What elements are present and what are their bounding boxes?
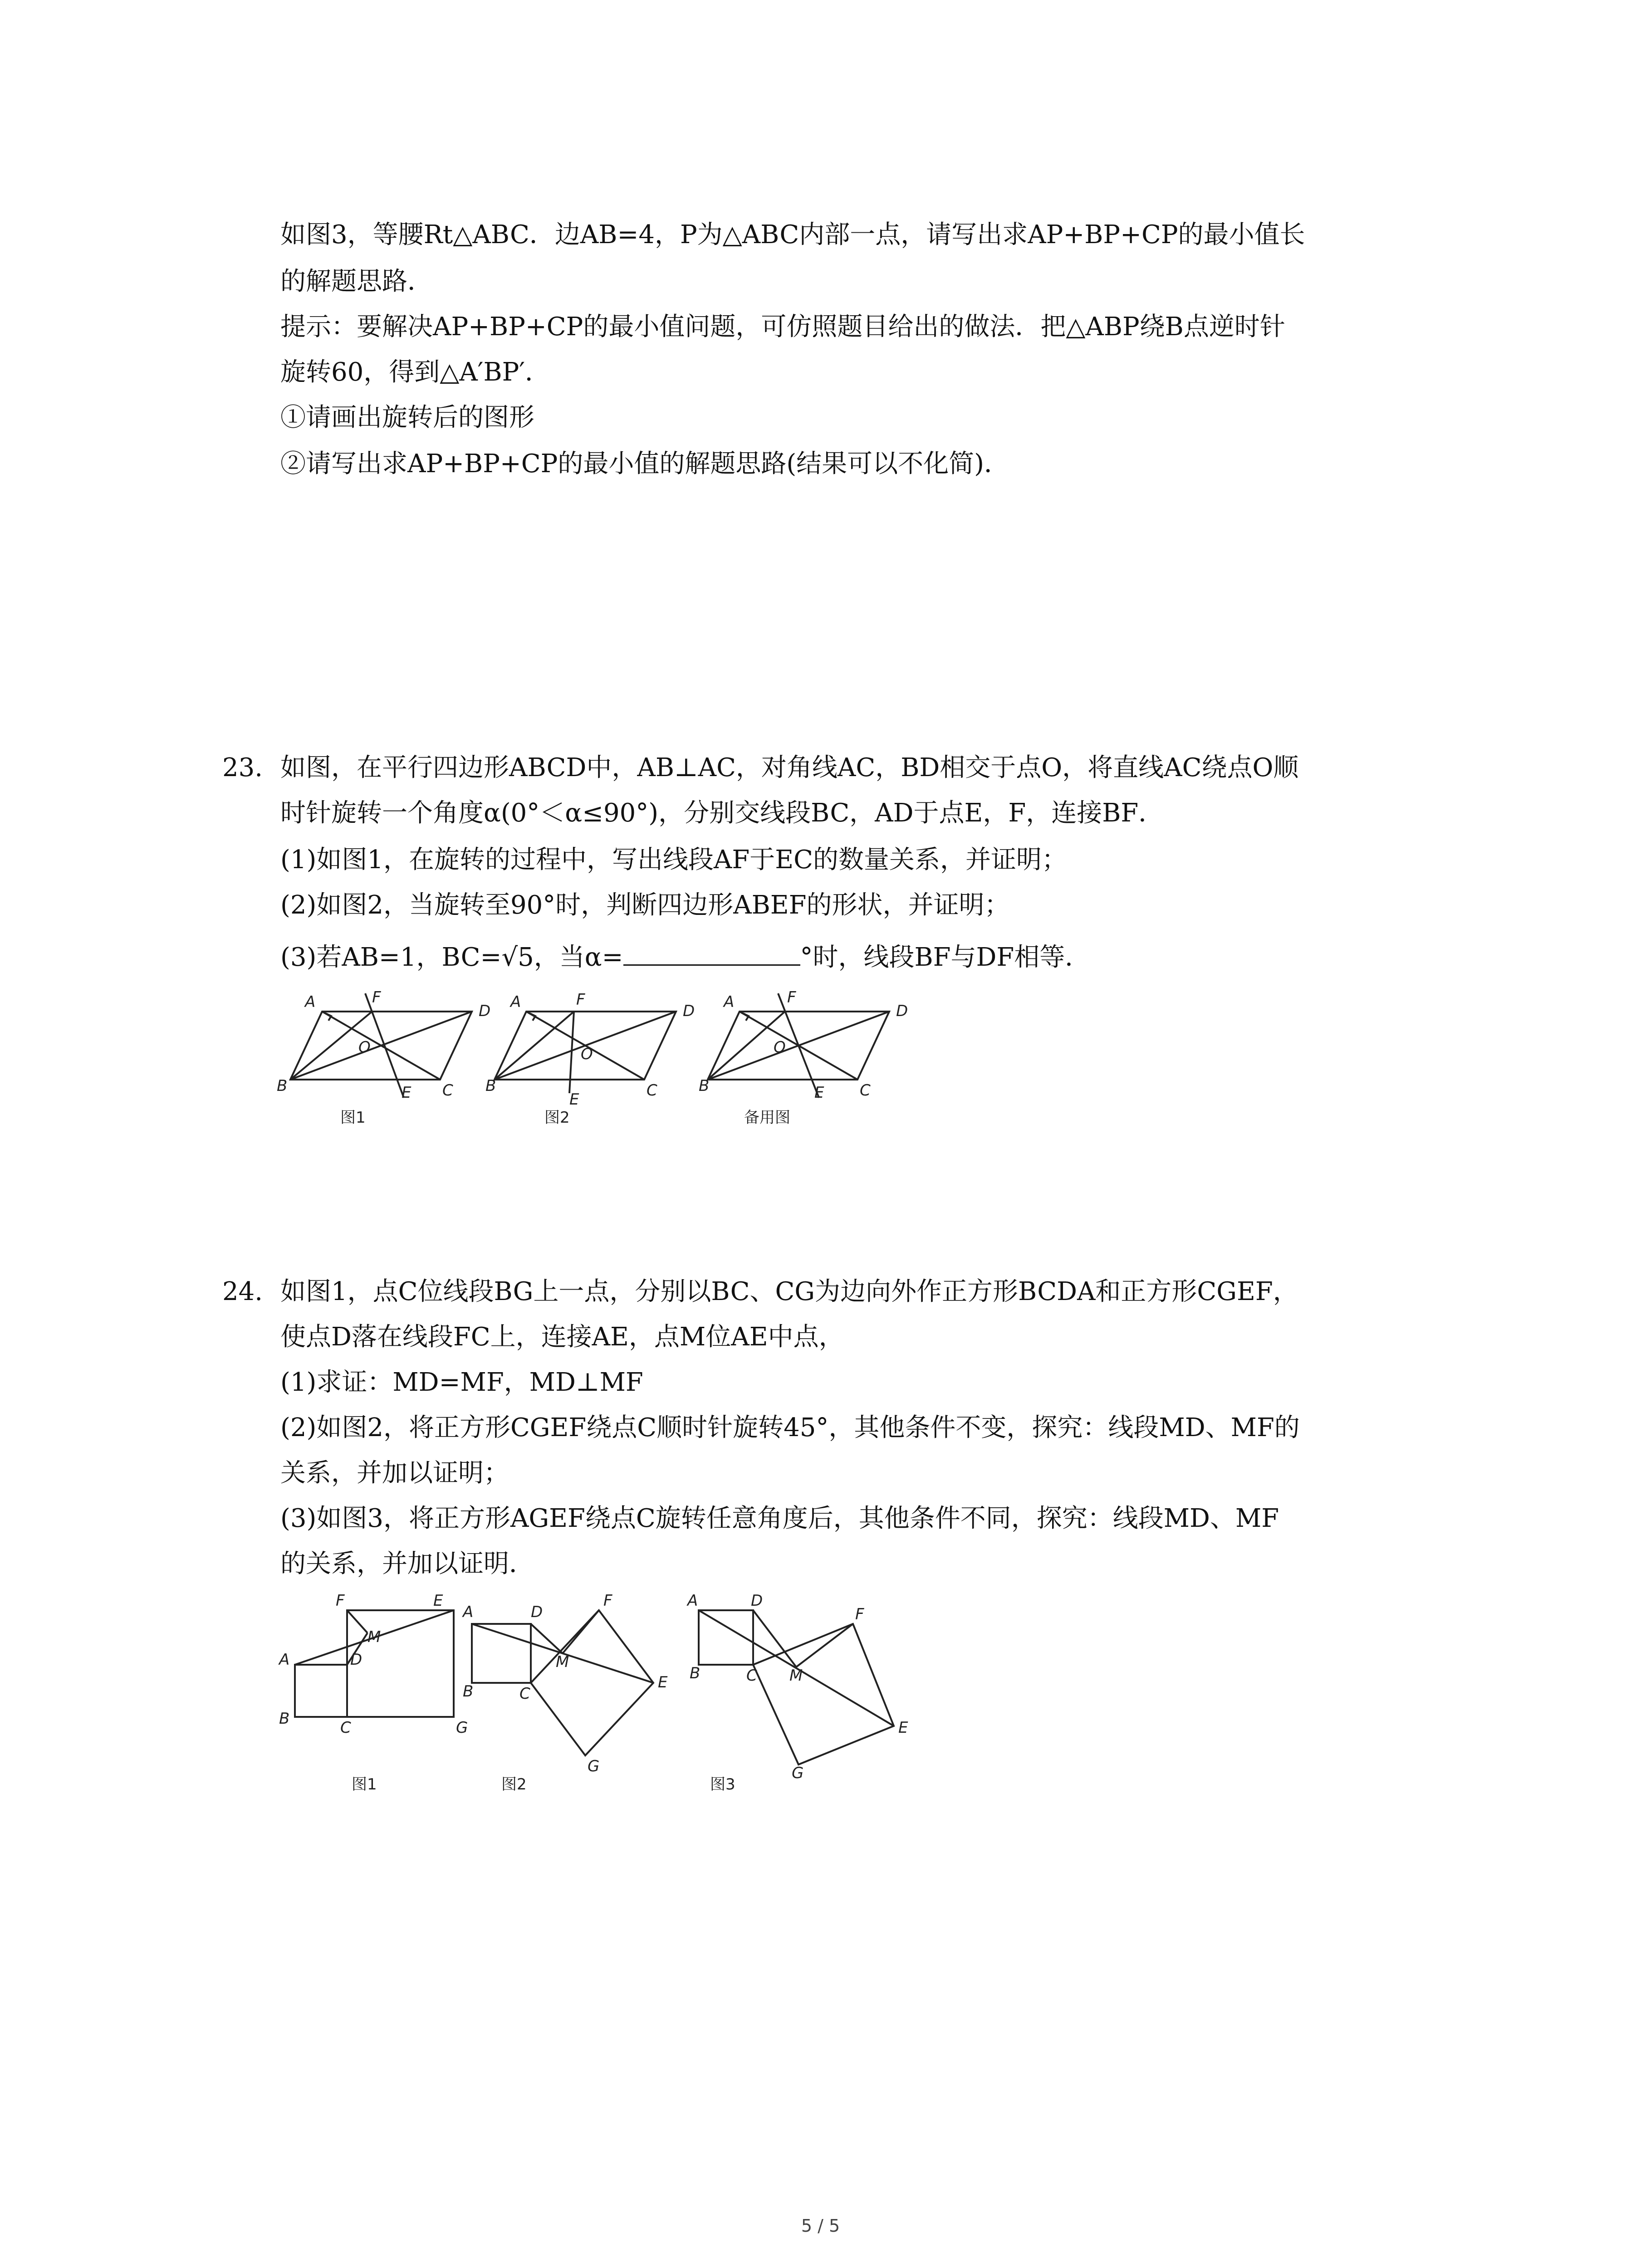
label-d: D	[531, 1603, 543, 1621]
q23-part-3	[280, 939, 1090, 975]
rotated-line	[569, 1012, 574, 1093]
caption-fig3: 图3	[710, 1775, 735, 1794]
page-number: 5 / 5	[801, 2216, 840, 2236]
label-f: F	[603, 1592, 612, 1610]
right-angle-mark	[530, 1013, 535, 1021]
q22-hint-line-2: 旋转60，得到△A′BP′．	[280, 357, 551, 387]
label-d: D	[896, 1002, 908, 1020]
q23-fig1	[277, 988, 490, 1127]
label-f: F	[855, 1605, 864, 1623]
label-g: G	[456, 1719, 468, 1737]
label-b: B	[699, 1077, 710, 1095]
label-m: M	[367, 1628, 381, 1646]
label-b: B	[463, 1682, 474, 1701]
label-f: F	[336, 1592, 345, 1610]
label-g: G	[792, 1764, 804, 1782]
square-cgef	[753, 1624, 894, 1765]
segment-mf	[347, 1610, 367, 1633]
q22-line-2: 的解题思路．	[280, 267, 433, 296]
label-f: F	[787, 988, 796, 1007]
q24-line-2: 使点D落在线段FC上，连接AE，点M位AE中点，	[280, 1322, 844, 1352]
q23-part-3-text-c: °时，线段BF与DF相等．	[800, 943, 1091, 972]
label-b: B	[485, 1077, 496, 1095]
q23-fig2	[485, 991, 695, 1127]
label-e: E	[658, 1673, 668, 1691]
segment-mf	[796, 1624, 853, 1667]
q24-fig2	[462, 1592, 668, 1794]
segment-md	[753, 1610, 796, 1667]
label-d: D	[683, 1002, 695, 1020]
label-d: D	[350, 1651, 362, 1669]
label-a: A	[510, 993, 521, 1011]
q24-part-1: (1)求证：MD=MF，MD⊥MF	[280, 1368, 643, 1397]
q22-task-2: ②请写出求AP+BP+CP的最小值的解题思路(结果可以不化简)．	[280, 449, 1010, 479]
q24-fig3	[686, 1592, 908, 1794]
label-o: O	[774, 1038, 786, 1056]
q23-figure-svg	[272, 984, 930, 1134]
q22-task-1: ①请画出旋转后的图形	[280, 403, 534, 432]
rotated-line	[365, 993, 404, 1098]
label-e: E	[569, 1090, 579, 1109]
q24-part-2-line-2: 关系，并加以证明；	[280, 1458, 509, 1488]
label-d: D	[751, 1592, 763, 1610]
label-c: C	[746, 1667, 757, 1685]
label-c: C	[647, 1081, 657, 1100]
q23-figures	[272, 984, 930, 1136]
q23-part-3-text-b: ，当α=	[534, 943, 623, 972]
q24-figures	[272, 1592, 953, 1807]
right-angle-mark	[743, 1013, 749, 1021]
caption-fig1: 图1	[352, 1775, 377, 1794]
q23-line-1: 如图，在平行四边形ABCD中，AB⊥AC，对角线AC，BD相交于点O，将直线AC绕点O顺	[280, 753, 1299, 782]
q23-line-2: 时针旋转一个角度α(0°＜α≤90°)，分别交线段BC，AD于点E，F，连接BF．	[280, 798, 1164, 828]
answer-blank[interactable]	[623, 939, 800, 966]
label-a: A	[305, 993, 316, 1011]
q22-line-1: 如图3，等腰Rt△ABC．边AB=4，P为△ABC内部一点，请写出求AP+BP+CP的最小值长	[280, 220, 1305, 249]
q24-number: 24.	[222, 1277, 263, 1306]
label-b: B	[690, 1664, 700, 1682]
label-g: G	[588, 1757, 600, 1775]
q23-number: 23.	[222, 753, 263, 782]
label-b: B	[277, 1077, 288, 1095]
label-c: C	[519, 1685, 530, 1703]
caption-fig2: 图2	[501, 1775, 527, 1794]
caption-spare: 备用图	[744, 1109, 790, 1127]
label-o: O	[358, 1038, 371, 1056]
label-c: C	[340, 1719, 351, 1737]
q23-part-3-text-a: (3)若AB=1，BC=	[280, 943, 502, 972]
label-e: E	[814, 1084, 824, 1102]
label-e: E	[433, 1592, 443, 1610]
segment-mf	[563, 1610, 599, 1653]
caption-fig1: 图1	[340, 1109, 366, 1127]
label-m: M	[789, 1667, 803, 1685]
label-a: A	[463, 1603, 474, 1621]
q23-part-2: (2)如图2，当旋转至90°时，判断四边形ABEF的形状，并证明；	[280, 890, 1010, 920]
q23-part-1: (1)如图1，在旋转的过程中，写出线段AF于EC的数量关系，并证明；	[280, 845, 1067, 875]
q23-spare-fig	[699, 988, 908, 1127]
q24-part-2-line-1: (2)如图2，将正方形CGEF绕点C顺时针旋转45°，其他条件不变，探究：线段MD、MF的	[280, 1413, 1300, 1442]
label-b: B	[279, 1710, 290, 1728]
segment-bf	[495, 1012, 574, 1080]
label-f: F	[372, 988, 381, 1007]
label-a: A	[724, 993, 735, 1011]
q24-figure-svg	[272, 1592, 953, 1805]
right-angle-mark	[326, 1013, 331, 1021]
square-cgef	[347, 1610, 454, 1717]
label-m: M	[556, 1653, 569, 1671]
q23-sqrt5: √5	[501, 943, 534, 972]
caption-fig2: 图2	[544, 1109, 570, 1127]
label-a: A	[687, 1592, 698, 1610]
label-a: A	[279, 1651, 290, 1669]
label-e: E	[402, 1084, 411, 1102]
q24-line-1: 如图1，点C位线段BG上一点，分别以BC、CG为边向外作正方形BCDA和正方形CGEF，	[280, 1277, 1298, 1306]
label-o: O	[581, 1045, 593, 1063]
label-e: E	[898, 1719, 908, 1737]
label-f: F	[576, 991, 585, 1009]
q22-hint-line-1: 提示：要解决AP+BP+CP的最小值问题，可仿照题目给出的做法．把△ABP绕B点逆时针	[280, 312, 1285, 342]
q24-part-3-line-2: 的关系，并加以证明．	[280, 1549, 534, 1579]
q24-fig1	[278, 1592, 468, 1794]
square-cgef	[531, 1610, 653, 1755]
label-c: C	[860, 1081, 871, 1100]
label-d: D	[479, 1002, 491, 1020]
q24-part-3-line-1: (3)如图3，将正方形AGEF绕点C旋转任意角度后，其他条件不同，探究：线段MD、MF	[280, 1504, 1279, 1533]
label-c: C	[442, 1081, 453, 1100]
square-bcda	[295, 1665, 347, 1717]
